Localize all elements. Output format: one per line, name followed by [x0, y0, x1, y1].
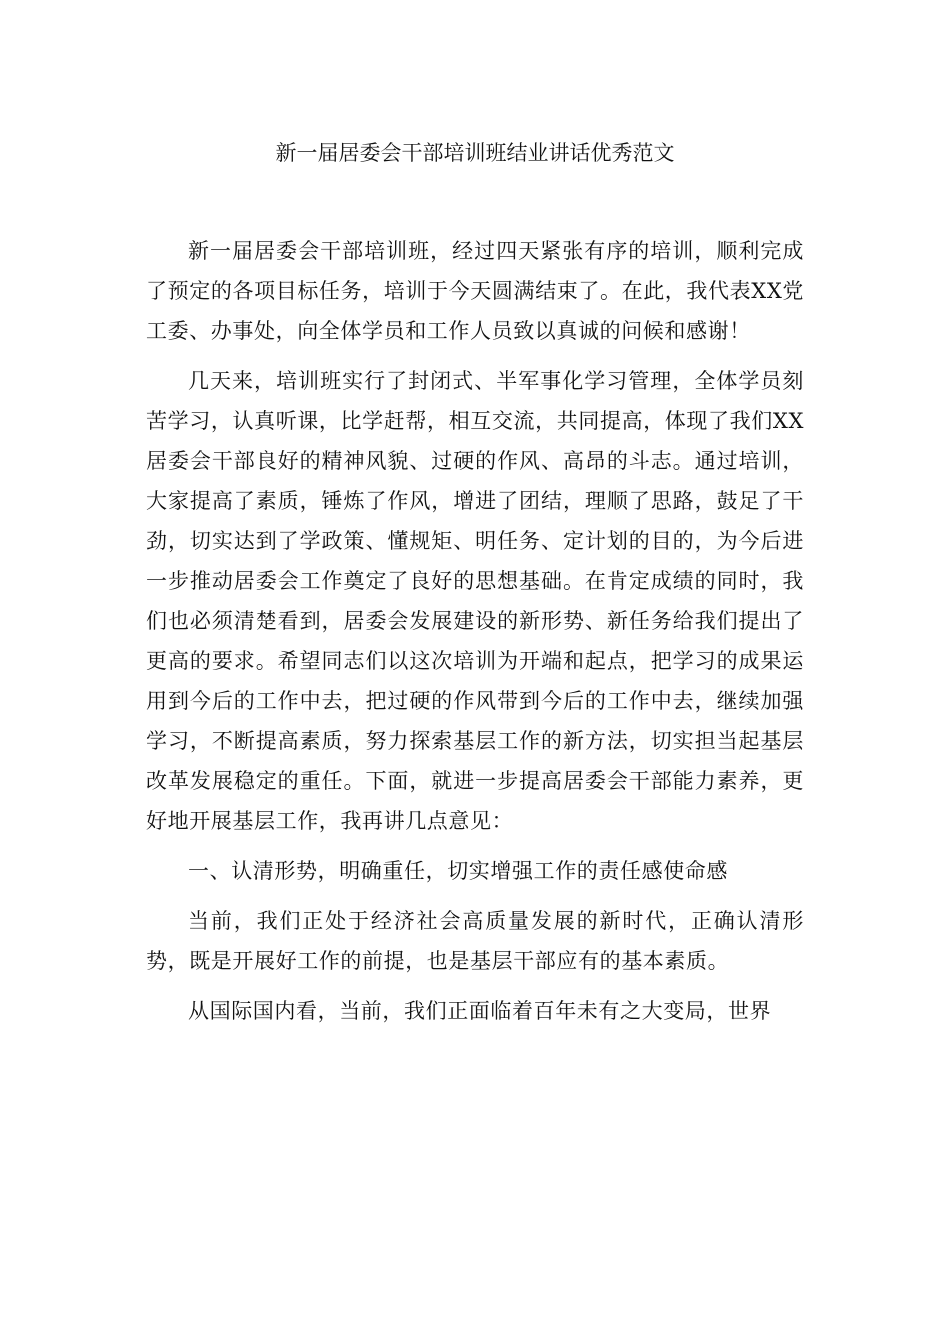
paragraph-training-review: 几天来，培训班实行了封闭式、半军事化学习管理，全体学员刻苦学习，认真听课，比学赶帮，相互交流，共同提高，体现了我们XX居委会干部良好的精神风貌、过硬的作风、高昂的斗志。通过培训，大家提高了素质，锤炼了作风，增进了团结，理顺了思路，鼓足了干劲，切实达到了学政策、懂规矩、明任务、定计划的目的，为今后进一步推动居委会工作奠定了良好的思想基础。在肯定成绩的同时，我们也必须清楚看到，居委会发展建设的新形势、新任务给我们提出了更高的要求。希望同志们以这次培训为开端和起点，把学习的成果运用到今后的工作中去，把过硬的作风带到今后的工作中去，继续加强学习，不断提高素质，努力探索基层工作的新方法，切实担当起基层改革发展稳定的重任。下面，就进一步提高居委会干部能力素养，更好地开展基层工作，我再讲几点意见： — [146, 369, 804, 833]
paragraph-current-situation: 当前，我们正处于经济社会高质量发展的新时代，正确认清形势，既是开展好工作的前提，也是基层干部应有的基本素质。 — [146, 909, 804, 973]
document-title: 新一届居委会干部培训班结业讲话优秀范文 — [275, 141, 675, 165]
section-heading-1: 一、认清形势，明确重任，切实增强工作的责任感使命感 — [188, 859, 728, 883]
paragraph-international-domestic: 从国际国内看，当前，我们正面临着百年未有之大变局，世界 — [188, 999, 772, 1023]
document-body — [146, 231, 804, 1041]
paragraph-opening: 新一届居委会干部培训班，经过四天紧张有序的培训，顺利完成了预定的各项目标任务，培训于今天圆满结束了。在此，我代表XX党工委、办事处，向全体学员和工作人员致以真诚的问候和感谢！ — [146, 239, 804, 343]
